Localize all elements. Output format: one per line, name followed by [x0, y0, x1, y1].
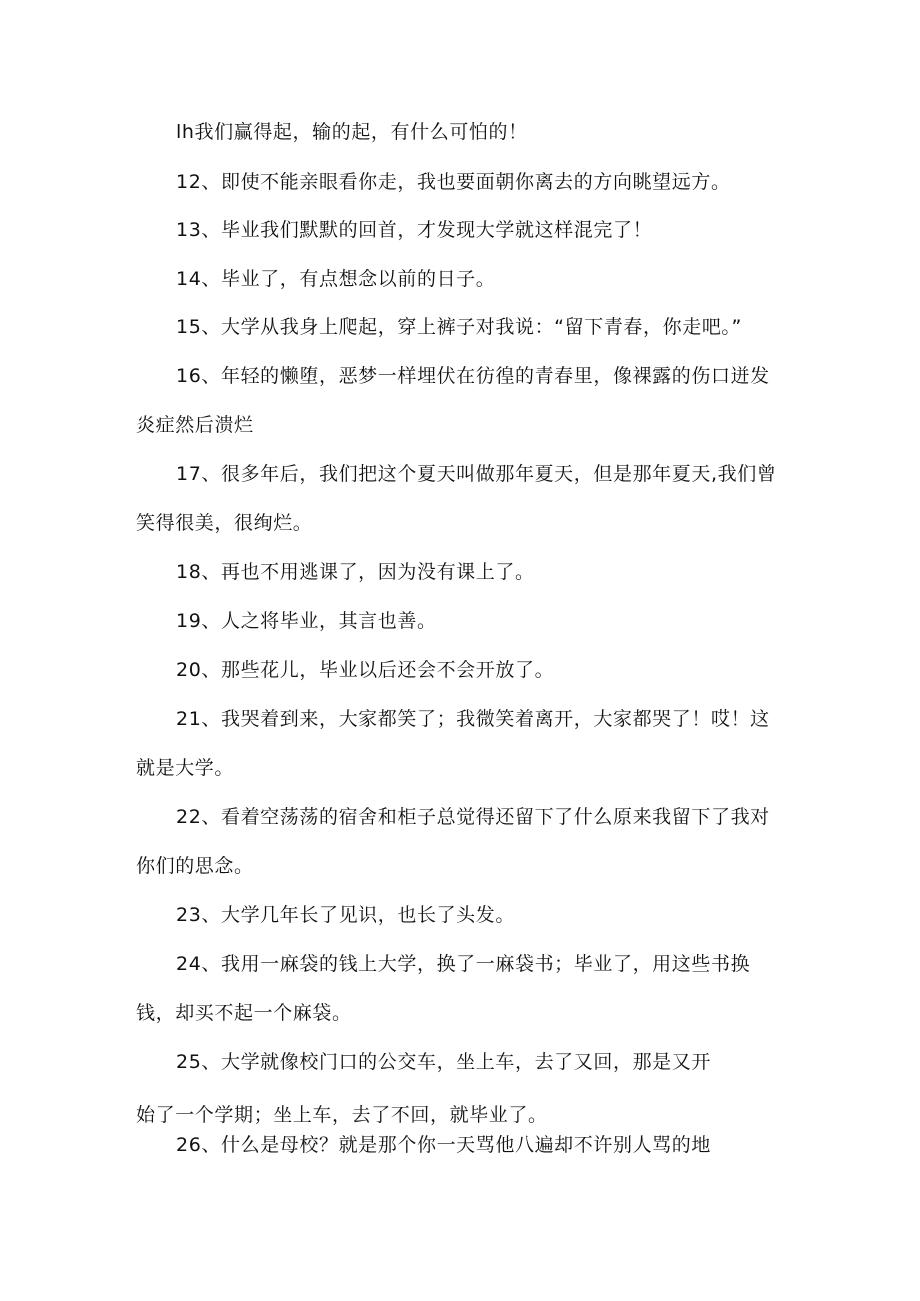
paragraph-line: 钱，却买不起一个麻袋。 — [136, 1002, 352, 1024]
paragraph-line: 就是大学。 — [136, 757, 235, 779]
paragraph-line: 19、人之将毕业，其言也善。 — [176, 610, 437, 632]
paragraph-line: 15、大学从我身上爬起，穿上裤子对我说：“留下青春，你走吧。” — [176, 316, 742, 338]
paragraph-line: 24、我用一麻袋的钱上大学，换了一麻袋书；毕业了，用这些书换 — [176, 953, 751, 975]
paragraph-line: 17、很多年后，我们把这个夏天叫做那年夏天，但是那年夏天,我们曾 — [176, 463, 777, 485]
paragraph-line: 14、毕业了，有点想念以前的日子。 — [176, 268, 496, 290]
paragraph-line: 始了一个学期；坐上车，去了不回，就毕业了。 — [136, 1104, 548, 1126]
paragraph-line: 25、大学就像校门口的公交车，坐上车，去了又回，那是又开 — [176, 1051, 711, 1073]
paragraph-line: 16、年轻的懒堕，恶梦一样埋伏在彷徨的青春里，像裸露的伤口迸发 — [176, 365, 770, 387]
paragraph-line: 笑得很美，很绚烂。 — [136, 512, 313, 534]
paragraph-line: 23、大学几年长了见识，也长了头发。 — [176, 904, 515, 926]
paragraph-line: lh我们赢得起，输的起，有什么可怕的！ — [176, 121, 528, 143]
paragraph-line: 21、我哭着到来，大家都笑了；我微笑着离开，大家都哭了！哎！这 — [176, 708, 770, 730]
paragraph-line: 26、什么是母校？就是那个你一天骂他八遍却不许别人骂的地 — [176, 1134, 711, 1156]
paragraph-line: 22、看着空荡荡的宿舍和柜子总觉得还留下了什么原来我留下了我对 — [176, 806, 770, 828]
paragraph-line: 12、即使不能亲眼看你走，我也要面朝你离去的方向眺望远方。 — [176, 171, 731, 193]
paragraph-line: 炎症然后溃烂 — [136, 414, 254, 436]
paragraph-line: 18、再也不用逃课了，因为没有课上了。 — [176, 561, 535, 583]
paragraph-line: 你们的思念。 — [136, 855, 254, 877]
paragraph-line: 20、那些花儿，毕业以后还会不会开放了。 — [176, 659, 555, 681]
paragraph-line: 13、毕业我们默默的回首，才发现大学就这样混完了！ — [176, 219, 653, 241]
